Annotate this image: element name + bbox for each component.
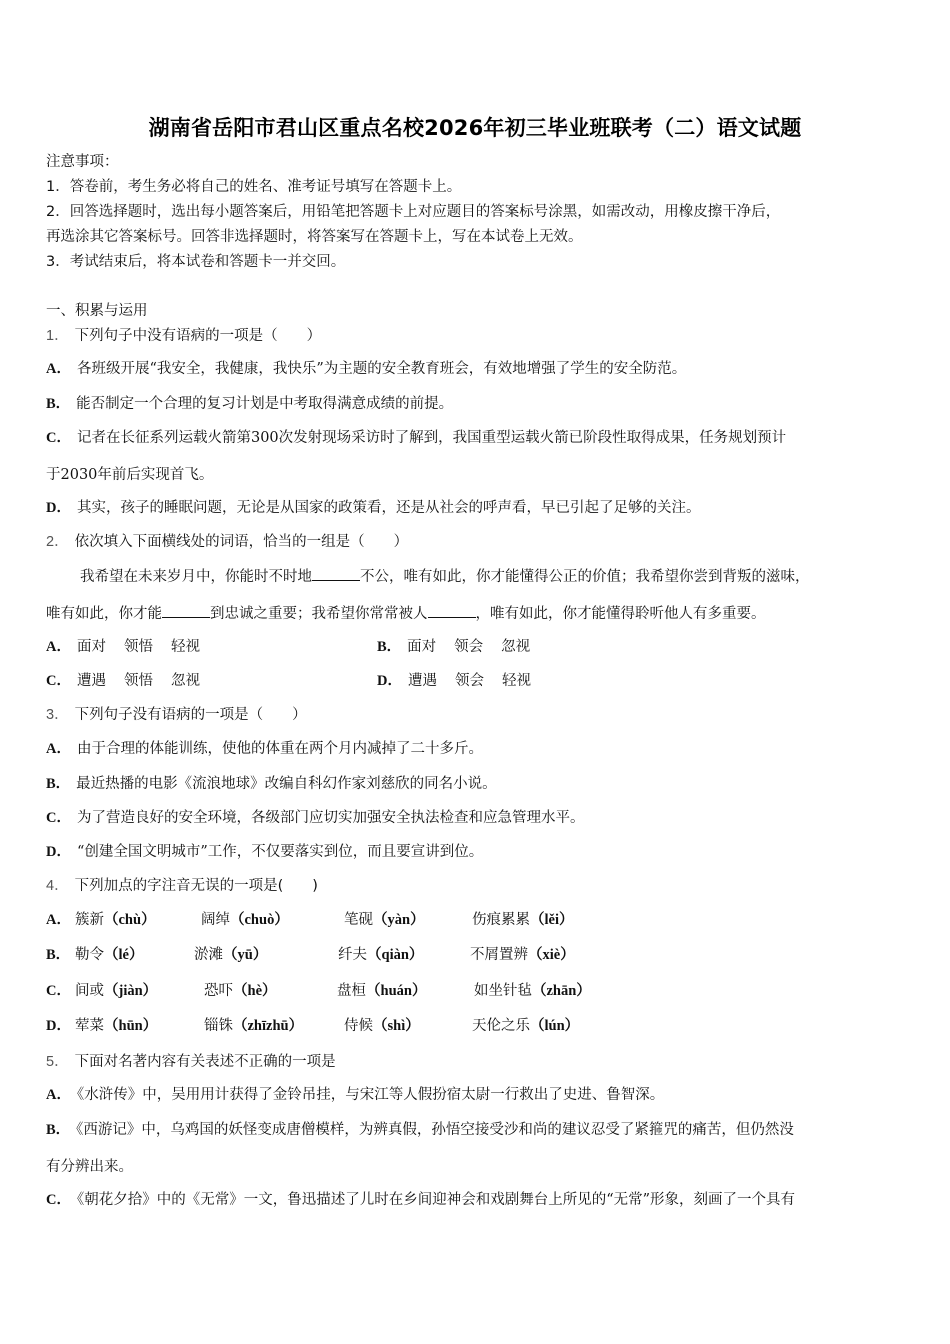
question-stem: 下列句子没有语病的一项是（ ） (74, 707, 307, 723)
option-item (75, 981, 157, 1001)
item-pinyin: （hūn） (104, 1018, 158, 1034)
q1-option-c-cont: 于2030年前后实现首飞。 (46, 467, 214, 483)
option-text: 《朝花夕拾》中的《无常》一文，鲁迅描述了儿时在乡间迎神会和戏剧舞台上所见的“无常”形象，刻画了一个具有 (76, 1192, 796, 1208)
option-word: 忽视 (501, 639, 531, 655)
option-word: 轻视 (501, 673, 531, 689)
q1-option-d (46, 498, 700, 518)
option-item (344, 1016, 420, 1036)
option-label: C． (46, 810, 71, 826)
option-item (474, 981, 591, 1001)
item-pinyin: （zhān） (532, 983, 591, 999)
notice-item-3: 3．考试结束后，将本试卷和答题卡一并交回。 (46, 254, 346, 270)
question-number: 4． (46, 878, 69, 894)
option-text: 各班级开展“我安全，我健康，我快乐”为主题的安全教育班会，有效地增强了学生的安全防范。 (76, 361, 687, 377)
option-word: 面对 (76, 639, 106, 655)
item-word: 如坐针毡 (474, 983, 532, 999)
option-word: 领悟 (123, 673, 153, 689)
option-label: D． (46, 844, 71, 860)
q2-passage-line-1 (46, 566, 810, 587)
option-item (338, 945, 423, 965)
item-word: 侍候 (344, 1018, 373, 1034)
question-number: 3． (46, 707, 69, 723)
option-item (75, 945, 143, 965)
q2-option-b (377, 637, 548, 657)
q5-option-b-cont: 有分辨出来。 (46, 1159, 133, 1175)
item-pinyin: （chù） (104, 912, 156, 928)
option-label: A． (46, 741, 71, 757)
option-text: 能否制定一个合理的复习计划是中考取得满意成绩的前提。 (76, 396, 454, 412)
option-item (204, 1016, 303, 1036)
item-word: 间或 (75, 983, 104, 999)
question-number: 1． (46, 328, 69, 344)
q5-option-c (46, 1190, 795, 1210)
item-pinyin: （shì） (373, 1018, 420, 1034)
option-word: 领悟 (123, 639, 153, 655)
q3-option-a (46, 739, 483, 759)
notice-item-1: 1．答卷前，考生务必将自己的姓名、准考证号填写在答题卡上。 (46, 179, 462, 195)
item-word: 勒令 (75, 947, 104, 963)
option-item (194, 945, 267, 965)
fill-blank-3 (428, 603, 476, 618)
option-text: 最近热播的电影《流浪地球》改编自科幻作家刘慈欣的同名小说。 (76, 776, 497, 792)
question-number: 2． (46, 534, 69, 550)
option-text: 《水浒传》中，吴用用计获得了金铃吊挂，与宋江等人假扮宿太尉一行救出了史进、鲁智深。 (76, 1087, 665, 1103)
q2-option-d (377, 671, 549, 691)
item-word: 簇新 (75, 912, 104, 928)
item-pinyin: （lěi） (530, 912, 574, 928)
option-text: 为了营造良好的安全环境，各级部门应切实加强安全执法检查和应急管理水平。 (76, 810, 585, 826)
fill-blank-1 (312, 566, 360, 581)
item-pinyin: （xiè） (528, 947, 575, 963)
notice-heading: 注意事项： (46, 154, 119, 170)
option-label: A． (46, 361, 71, 377)
option-label: C． (46, 430, 71, 446)
option-label: B． (46, 776, 71, 792)
item-word: 锱铢 (204, 1018, 233, 1034)
option-item (201, 910, 289, 930)
q5-option-b (46, 1120, 794, 1140)
option-label: D． (46, 1018, 71, 1034)
q3-option-c (46, 808, 584, 828)
item-word: 阔绰 (201, 912, 230, 928)
option-text: “创建全国文明城市”工作，不仅要落实到位，而且要宣讲到位。 (76, 844, 484, 860)
question-3 (46, 705, 307, 725)
q2-option-c (46, 671, 218, 691)
q1-option-b (46, 394, 453, 414)
q3-option-b (46, 774, 497, 794)
option-item (75, 910, 156, 930)
item-word: 盘桓 (337, 983, 366, 999)
option-word: 领会 (454, 673, 484, 689)
passage-text: 唯有如此，你才能 (46, 606, 162, 622)
fill-blank-2 (162, 603, 210, 618)
notice-item-2-cont: 再选涂其它答案标号。回答非选择题时，将答案写在答题卡上，写在本试卷上无效。 (46, 229, 583, 245)
option-item (337, 981, 426, 1001)
item-word: 伤痕累累 (472, 912, 530, 928)
option-label: B． (46, 1122, 71, 1138)
question-stem: 下面对名著内容有关表述不正确的一项是 (74, 1054, 336, 1070)
option-word: 遭遇 (407, 673, 437, 689)
option-label: B． (377, 639, 402, 655)
question-number: 5． (46, 1054, 69, 1070)
option-label: C． (46, 983, 71, 999)
option-label: C． (46, 1192, 71, 1208)
option-item (75, 1016, 157, 1036)
option-item (470, 945, 575, 965)
item-word: 淤滩 (194, 947, 223, 963)
option-item (204, 981, 277, 1001)
option-word: 面对 (407, 639, 437, 655)
option-word: 领会 (454, 639, 484, 655)
option-label: C． (46, 673, 71, 689)
q1-option-c (46, 428, 786, 448)
option-word: 轻视 (170, 639, 200, 655)
item-word: 恐吓 (204, 983, 233, 999)
item-pinyin: （lé） (104, 947, 144, 963)
option-label: A． (46, 639, 71, 655)
option-text: 由于合理的体能训练，使他的体重在两个月内减掉了二十多斤。 (76, 741, 483, 757)
option-text: 《西游记》中，乌鸡国的妖怪变成唐僧模样，为辨真假，孙悟空接受沙和尚的建议忍受了紧箍咒的痛苦，但仍然没 (76, 1122, 794, 1138)
q2-option-a (46, 637, 218, 657)
q5-option-a (46, 1085, 664, 1105)
item-pinyin: （yàn） (373, 912, 425, 928)
option-label: D． (46, 500, 71, 516)
item-pinyin: （hè） (233, 983, 277, 999)
question-2 (46, 532, 408, 552)
option-word: 遭遇 (76, 673, 106, 689)
item-pinyin: （qiàn） (367, 947, 424, 963)
notice-item-2: 2．回答选择题时，选出每小题答案后，用铅笔把答题卡上对应题目的答案标号涂黑，如需改动，用橡皮擦干净后， (46, 204, 781, 220)
question-stem: 依次填入下面横线处的词语，恰当的一组是（ ） (74, 534, 409, 550)
question-5 (46, 1052, 336, 1072)
item-pinyin: （lún） (530, 1018, 580, 1034)
passage-text: 到忠诚之重要；我希望你常常被人 (210, 606, 428, 622)
item-pinyin: （chuò） (230, 912, 289, 928)
q3-option-d (46, 842, 483, 862)
item-word: 荤菜 (75, 1018, 104, 1034)
option-text: 记者在长征系列运载火箭第300次发射现场采访时了解到，我国重型运载火箭已阶段性取得成果，任务规划预计 (76, 430, 787, 446)
option-item (344, 910, 425, 930)
item-word: 纤夫 (338, 947, 367, 963)
item-word: 笔砚 (344, 912, 373, 928)
option-label: D． (377, 673, 402, 689)
item-word: 天伦之乐 (472, 1018, 530, 1034)
passage-text: 不公，唯有如此，你才能懂得公正的价值；我希望你尝到背叛的滋味， (360, 569, 810, 585)
item-word: 不屑置辨 (470, 947, 528, 963)
question-stem: 下列加点的字注音无误的一项是( ) (74, 878, 318, 894)
q2-passage-line-2 (46, 603, 766, 624)
option-label: A． (46, 1087, 71, 1103)
section-heading: 一、积累与运用 (46, 303, 148, 319)
item-pinyin: （zhīzhū） (233, 1018, 304, 1034)
option-item (472, 1016, 579, 1036)
option-item (472, 910, 574, 930)
option-text: 其实，孩子的睡眠问题，无论是从国家的政策看，还是从社会的呼声看，早已引起了足够的关注。 (76, 500, 701, 516)
item-pinyin: （huán） (366, 983, 427, 999)
item-pinyin: （jiàn） (104, 983, 158, 999)
question-4 (46, 876, 318, 896)
passage-text: 我希望在未来岁月中，你能时不时地 (80, 569, 312, 585)
question-1 (46, 326, 321, 346)
question-stem: 下列句子中没有语病的一项是（ ） (74, 328, 322, 344)
option-label: A． (46, 912, 71, 928)
q1-option-a (46, 359, 686, 379)
option-word: 忽视 (170, 673, 200, 689)
item-pinyin: （yū） (223, 947, 268, 963)
option-label: B． (46, 396, 71, 412)
option-label: B． (46, 947, 71, 963)
exam-title: 湖南省岳阳市君山区重点名校2026年初三毕业班联考（二）语文试题 (148, 116, 802, 140)
passage-text: ，唯有如此，你才能懂得聆听他人有多重要。 (475, 606, 766, 622)
